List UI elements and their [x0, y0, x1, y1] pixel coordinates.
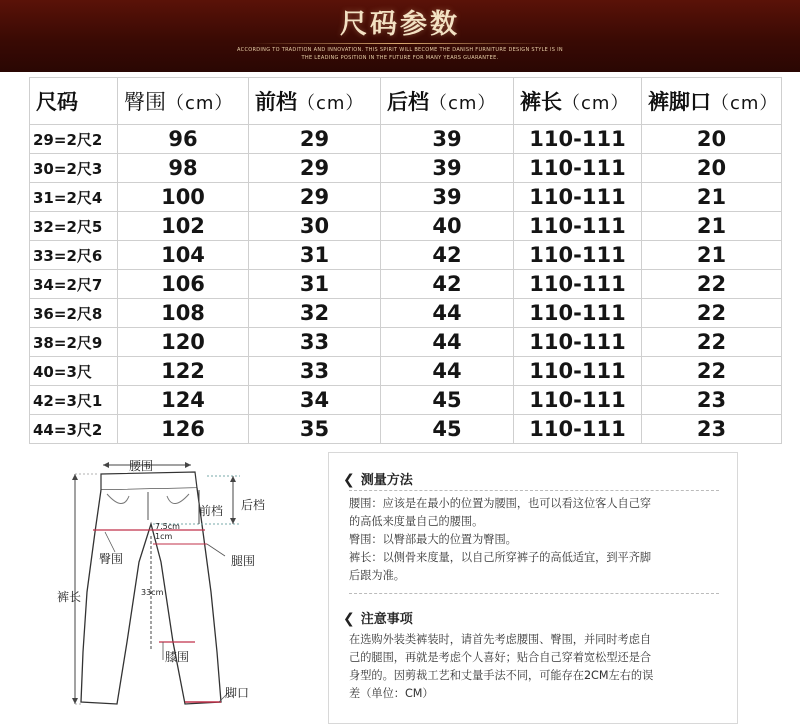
front-rise-cell: 29 [249, 154, 381, 183]
length-cell: 110-111 [514, 357, 642, 386]
hip-label: 臀围 [99, 552, 124, 566]
hip-cell: 122 [118, 357, 249, 386]
banner-divider [250, 43, 550, 44]
note-line: 己的腿围，再就是考虑个人喜好；贴合自己穿着宽松型还是合 [349, 651, 652, 664]
back-rise-cell: 42 [381, 241, 514, 270]
banner-subtitle-line-2: THE LEADING POSITION IN THE FUTURE FOR MANY YEARS GUARANTEE. [301, 55, 499, 61]
table-row [30, 270, 782, 299]
front-rise-cell: 33 [249, 357, 381, 386]
hip-cell: 102 [118, 212, 249, 241]
table-header-row [30, 78, 782, 125]
table-row [30, 386, 782, 415]
note-line: 身型的。因剪裁工艺和丈量手法不同，可能存在2CM左右的误 [349, 669, 654, 682]
front-rise-cell: 31 [249, 241, 381, 270]
measure-method-text [349, 495, 733, 585]
front-rise-cell: 33 [249, 328, 381, 357]
table-row [30, 357, 782, 386]
hip-cell: 100 [118, 183, 249, 212]
front-rise-cell: 35 [249, 415, 381, 444]
front-rise-label: 前档 [199, 504, 224, 518]
hip-cell: 96 [118, 125, 249, 154]
banner-subtitle-line-1: ACCORDING TO TRADITION AND INNOVATION. THIS SPIRIT WILL BECOME THE DANISH FURNITURE DESIGN STYLE IS IN [237, 47, 563, 53]
hem-cell: 20 [642, 154, 782, 183]
table-row [30, 328, 782, 357]
chevron-left-icon: ❮ [343, 611, 355, 627]
hip-cell: 108 [118, 299, 249, 328]
divider [349, 490, 719, 491]
table-row [30, 415, 782, 444]
length-cell: 110-111 [514, 328, 642, 357]
hem-cell: 21 [642, 212, 782, 241]
table-row [30, 183, 782, 212]
front-rise-cell: 31 [249, 270, 381, 299]
attention-text [349, 631, 733, 703]
measure-7-5cm: 7.5cm [155, 522, 180, 531]
divider [349, 593, 719, 594]
back-rise-cell: 45 [381, 386, 514, 415]
trouser-diagram [35, 452, 295, 724]
hem-cell: 21 [642, 241, 782, 270]
length-cell: 110-111 [514, 270, 642, 299]
note-line: 在选购外装类裤装时，请首先考虑腰围、臀围，并同时考虑自 [349, 633, 652, 646]
front-rise-cell: 32 [249, 299, 381, 328]
header-hem: 裤脚口（cm） [642, 78, 782, 125]
banner-title: 尺码参数 [340, 9, 460, 40]
hem-cell: 22 [642, 299, 782, 328]
header-hip: 臀围（cm） [118, 78, 249, 125]
size-cell: 33=2尺6 [30, 241, 118, 270]
header-front-rise: 前档（cm） [249, 78, 381, 125]
size-cell: 30=2尺3 [30, 154, 118, 183]
hip-cell: 106 [118, 270, 249, 299]
hip-cell: 124 [118, 386, 249, 415]
table-row [30, 241, 782, 270]
back-rise-cell: 44 [381, 299, 514, 328]
length-label: 裤长 [57, 590, 82, 604]
back-rise-cell: 39 [381, 154, 514, 183]
header-length: 裤长（cm） [514, 78, 642, 125]
hip-cell: 126 [118, 415, 249, 444]
note-line: 的高低来度量自己的腰围。 [349, 515, 484, 528]
hem-cell: 23 [642, 386, 782, 415]
table-row [30, 212, 782, 241]
chevron-left-icon: ❮ [343, 472, 355, 488]
table-row [30, 154, 782, 183]
front-rise-cell: 30 [249, 212, 381, 241]
length-cell: 110-111 [514, 212, 642, 241]
header-size: 尺码 [30, 78, 118, 125]
size-cell: 38=2尺9 [30, 328, 118, 357]
size-cell: 29=2尺2 [30, 125, 118, 154]
measure-method-title: ❮ 测量方法 [343, 472, 413, 488]
size-cell: 32=2尺5 [30, 212, 118, 241]
back-rise-cell: 42 [381, 270, 514, 299]
measure-33cm: 33cm [141, 588, 164, 597]
measure-1cm: 1cm [155, 532, 173, 541]
hem-cell: 22 [642, 328, 782, 357]
front-rise-cell: 29 [249, 125, 381, 154]
size-cell: 34=2尺7 [30, 270, 118, 299]
header-back-rise: 后档（cm） [381, 78, 514, 125]
hem-cell: 22 [642, 357, 782, 386]
note-line: 裤长：以侧骨来度量，以自己所穿裤子的高低适宜，到平齐脚 [349, 551, 652, 564]
hem-cell: 23 [642, 415, 782, 444]
back-rise-cell: 45 [381, 415, 514, 444]
size-cell: 42=3尺1 [30, 386, 118, 415]
front-rise-cell: 34 [249, 386, 381, 415]
size-cell: 40=3尺 [30, 357, 118, 386]
size-cell: 44=3尺2 [30, 415, 118, 444]
size-table [29, 77, 782, 444]
front-rise-cell: 29 [249, 183, 381, 212]
back-rise-cell: 40 [381, 212, 514, 241]
attention-title: ❮ 注意事项 [343, 611, 413, 627]
length-cell: 110-111 [514, 299, 642, 328]
back-rise-cell: 44 [381, 328, 514, 357]
hem-cell: 21 [642, 183, 782, 212]
length-cell: 110-111 [514, 415, 642, 444]
back-rise-label: 后档 [241, 498, 266, 512]
note-line: 臀围：以臀部最大的位置为臀围。 [349, 533, 517, 546]
notes-panel [328, 452, 738, 724]
length-cell: 110-111 [514, 183, 642, 212]
table-row [30, 125, 782, 154]
length-cell: 110-111 [514, 241, 642, 270]
length-cell: 110-111 [514, 125, 642, 154]
length-cell: 110-111 [514, 386, 642, 415]
hem-cell: 22 [642, 270, 782, 299]
title-banner [0, 0, 800, 72]
knee-label: 膝围 [165, 650, 190, 664]
hip-cell: 120 [118, 328, 249, 357]
thigh-label: 腿围 [231, 554, 256, 568]
back-rise-cell: 39 [381, 125, 514, 154]
hip-cell: 104 [118, 241, 249, 270]
waist-label: 腰围 [129, 459, 154, 473]
note-line: 后跟为准。 [349, 569, 405, 582]
back-rise-cell: 44 [381, 357, 514, 386]
hem-cell: 20 [642, 125, 782, 154]
note-line: 差（单位：CM） [349, 687, 434, 700]
size-cell: 31=2尺4 [30, 183, 118, 212]
hip-cell: 98 [118, 154, 249, 183]
table-row [30, 299, 782, 328]
length-cell: 110-111 [514, 154, 642, 183]
size-cell: 36=2尺8 [30, 299, 118, 328]
hem-label: 脚口 [225, 686, 250, 700]
note-line: 腰围：应该是在最小的位置为腰围，也可以看这位客人自己穿 [349, 497, 652, 510]
back-rise-cell: 39 [381, 183, 514, 212]
